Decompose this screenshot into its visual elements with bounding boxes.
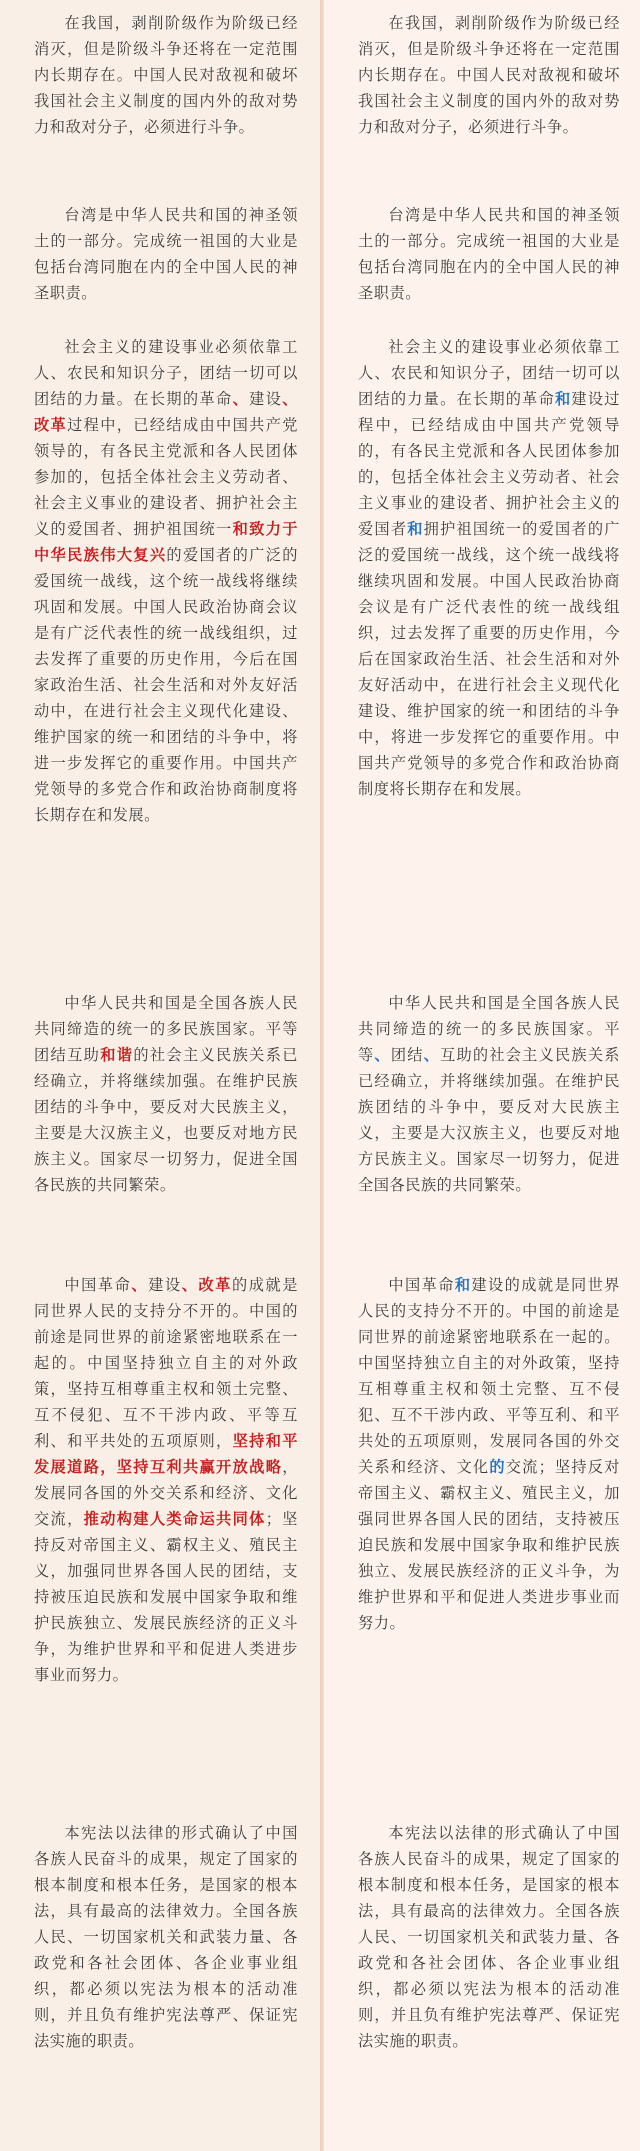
text-segment: 的社会主义民族关系已经确立，并将继续加强。在维护民族团结的斗争中，要反对大民族主义，主要是大汉族主义，也要反对地方民族主义。国家尽一切努力，促进全国各民族的共同繁荣。 (34, 1046, 298, 1194)
left-paragraph-constitution (34, 1820, 298, 2054)
text-segment: 互助的社会主义民族关系已经确立，并将继续加强。在维护民族团结的斗争中，要反对大民族主义，主要是大汉族主义，也要反对地方民族主义。国家尽一切努力，促进全国各民族的共同繁荣。 (358, 1046, 620, 1194)
added-text-highlight: 和致力于中华民族伟大复兴 (34, 520, 298, 564)
text-segment: 本宪法以法律的形式确认了中国各族人民奋斗的成果，规定了国家的根本制度和根本任务，是国家的根本法，具有最高的法律效力。全国各族人民、一切国家机关和武装力量、各政党和各社会团体、各企业事业组织，都必须以宪法为根本的活动准则，并且负有维护宪法尊严、保证宪法实施的职责。 (358, 1824, 620, 2050)
text-segment: 台湾是中华人民共和国的神圣领土的一部分。完成统一祖国的大业是包括台湾同胞在内的全中国人民的神圣职责。 (34, 206, 298, 302)
original-text-highlight: 和 (407, 520, 424, 538)
added-text-highlight: 、改革 (181, 1276, 232, 1294)
text-segment: 建设过程中，已经结成由中国共产党领导的，有各民主党派和各人民团体参加的，包括全体社会主义劳动者、社会主义事业的建设者、拥护社会主义的爱国者 (358, 390, 620, 538)
text-segment: 交流；坚持反对帝国主义、霸权主义、殖民主义，加强同世界各国人民的团结，支持被压迫民族和发展中国家争取和维护民族独立、发展民族经济的正义斗争，为维护世界和平和促进人类进步事业而努力。 (358, 1458, 620, 1632)
text-segment: 过程中，已经结成由中国共产党领导的，有各民主党派和各人民团体参加的，包括全体社会主义劳动者、社会主义事业的建设者、拥护社会主义的爱国者、拥护祖国统一 (34, 416, 298, 538)
text-segment: 中华人民共和国是全国各族人民共同缔造的统一的多民族国家。平等团结互助 (34, 994, 298, 1064)
text-segment: ；坚持反对帝国主义、霸权主义、殖民主义，加强同世界各国人民的团结，支持被压迫民族和发展中国家争取和维护民族独立、发展民族经济的正义斗争，为维护世界和平和促进人类进步事业而努力。 (34, 1510, 298, 1684)
added-text-highlight: 、改革 (34, 390, 298, 434)
left-paragraph-foreign-policy (34, 1272, 298, 1688)
text-segment: 建设 (148, 1276, 182, 1294)
text-segment: 团结 (390, 1046, 424, 1064)
right-paragraph-constitution (358, 1820, 620, 2054)
right-paragraph-foreign-policy (358, 1272, 620, 1636)
text-segment: 社会主义的建设事业必须依靠工人、农民和知识分子，团结一切可以团结的力量。在长期的革命 (358, 338, 620, 408)
text-segment: ，发展同各国的外交关系和经济、文化交流， (34, 1458, 298, 1528)
added-text-highlight: 推动构建人类命运共同体 (83, 1510, 266, 1528)
original-text-highlight: 的 (489, 1458, 506, 1476)
original-text-highlight: 、 (374, 1046, 391, 1064)
left-paragraph-taiwan (34, 202, 298, 306)
right-column-original-text (324, 0, 640, 2151)
left-paragraph-united-front (34, 334, 298, 828)
added-text-highlight: 坚持和平发展道路，坚持互利共赢开放战略 (34, 1432, 298, 1476)
right-paragraph-taiwan (358, 202, 620, 306)
original-text-highlight: 和 (555, 390, 572, 408)
text-segment: 台湾是中华人民共和国的神圣领土的一部分。完成统一祖国的大业是包括台湾同胞在内的全中国人民的神圣职责。 (358, 206, 620, 302)
text-segment: 建设的成就是同世界人民的支持分不开的。中国的前途是同世界的前途紧密地联系在一起的。中国坚持独立自主的对外政策，坚持互相尊重主权和领土完整、互不侵犯、互不干涉内政、平等互利、和平共处的五项原则，发展同各国的外交关系和经济、文化 (358, 1276, 620, 1476)
text-segment: 在我国，剥削阶级作为阶级已经消灭，但是阶级斗争还将在一定范围内长期存在。中国人民对敌视和破坏我国社会主义制度的国内外的敌对势力和敌对分子，必须进行斗争。 (358, 14, 620, 136)
original-text-highlight: 和 (454, 1276, 472, 1294)
left-paragraph-class-struggle (34, 10, 298, 140)
text-segment: 中华人民共和国是全国各族人民共同缔造的统一的多民族国家。平等 (358, 994, 620, 1064)
right-paragraph-united-front (358, 334, 620, 802)
text-segment: 本宪法以法律的形式确认了中国各族人民奋斗的成果，规定了国家的根本制度和根本任务，是国家的根本法，具有最高的法律效力。全国各族人民、一切国家机关和武装力量、各政党和各社会团体、各企业事业组织，都必须以宪法为根本的活动准则，并且负有维护宪法尊严、保证宪法实施的职责。 (34, 1824, 298, 2050)
text-segment: 在我国，剥削阶级作为阶级已经消灭，但是阶级斗争还将在一定范围内长期存在。中国人民对敌视和破坏我国社会主义制度的国内外的敌对势力和敌对分子，必须进行斗争。 (34, 14, 298, 136)
added-text-highlight: 和谐 (100, 1046, 134, 1064)
added-text-highlight: 、 (131, 1276, 149, 1294)
right-paragraph-class-struggle (358, 10, 620, 140)
text-segment: 拥护祖国统一的爱国者的广泛的爱国统一战线，这个统一战线将继续巩固和发展。中国人民政治协商会议是有广泛代表性的统一战线组织，过去发挥了重要的历史作用，今后在国家政治生活、社会生活和对外友好活动中，在进行社会主义现代化建设、维护国家的统一和团结的斗争中，将进一步发挥它的重要作用。中国共产党领导的多党合作和政治协商制度将长期存在和发展。 (358, 520, 620, 798)
text-segment: 社会主义的建设事业必须依靠工人、农民和知识分子，团结一切可以团结的力量。在长期的革命 (34, 338, 298, 408)
original-text-highlight: 、 (423, 1046, 441, 1064)
text-segment: 的爱国者的广泛的爱国统一战线，这个统一战线将继续巩固和发展。中国人民政治协商会议是有广泛代表性的统一战线组织，过去发挥了重要的历史作用，今后在国家政治生活、社会生活和对外友好活动中，在进行社会主义现代化建设、维护国家的统一和团结的斗争中，将进一步发挥它的重要作用。中国共产党领导的多党合作和政治协商制度将长期存在和发展。 (34, 546, 298, 824)
text-segment: 中国革命 (388, 1276, 455, 1294)
text-segment: 的成就是同世界人民的支持分不开的。中国的前途是同世界的前途紧密地联系在一起的。中国坚持独立自主的对外政策，坚持互相尊重主权和领土完整、互不侵犯、互不干涉内政、平等互利、和平共处的五项原则， (34, 1276, 298, 1450)
left-paragraph-ethnic-unity (34, 990, 298, 1198)
added-text-highlight: 、 (232, 390, 250, 408)
text-segment: 建设 (249, 390, 283, 408)
text-segment: 中国革命 (64, 1276, 132, 1294)
right-paragraph-ethnic-unity (358, 990, 620, 1198)
